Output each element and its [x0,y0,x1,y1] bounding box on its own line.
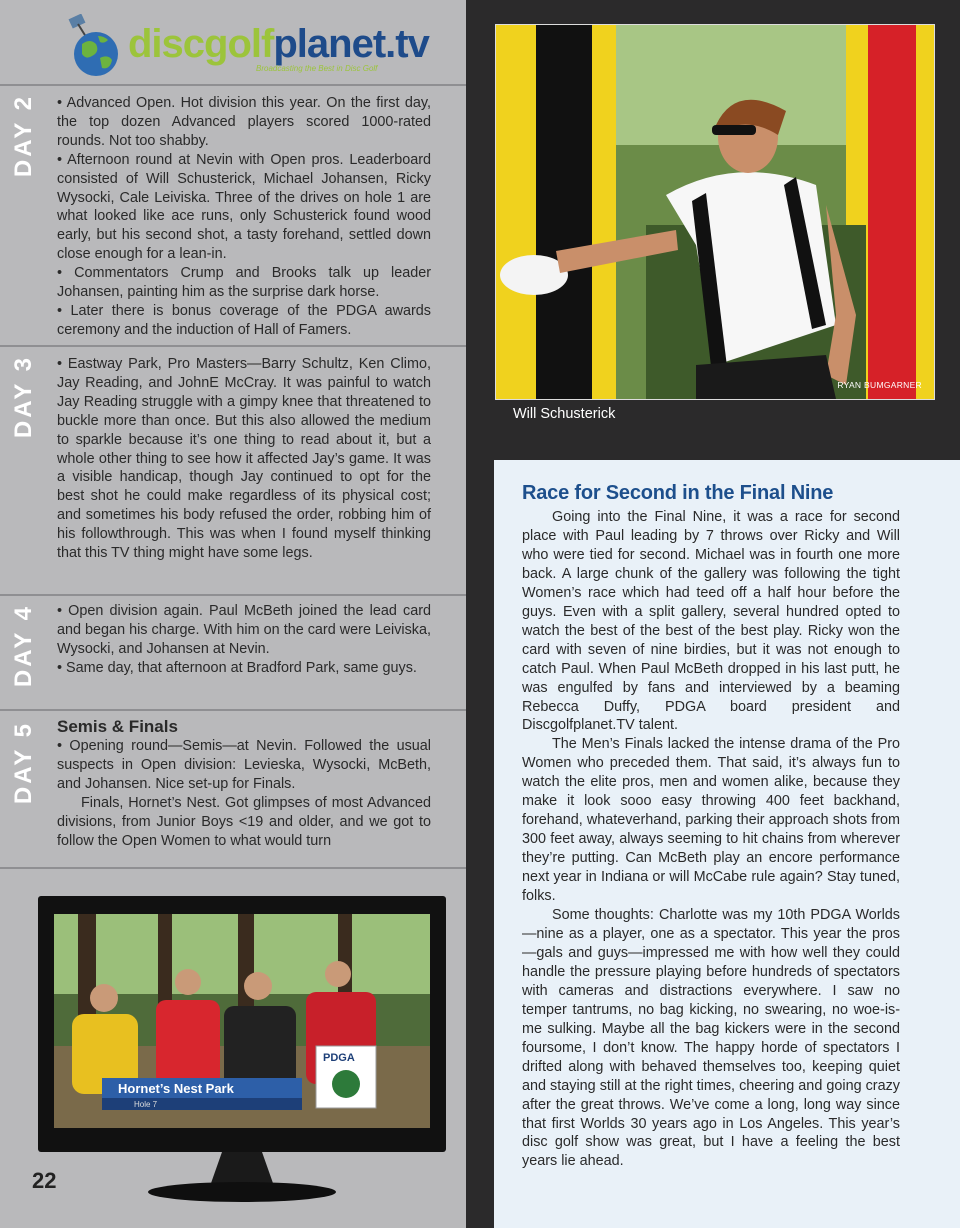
day-5-label: DAY 5 [10,721,37,805]
day-4-text: • Open division again. Paul McBeth joined the lead card and began his charge. With him on the card were Leiviska, Wysocki, and Johansen at Nevin. • Same day, that afternoon at Bradford Park, same guys. [57,603,431,676]
semis-heading: Semis & Finals [57,717,178,736]
article-paragraph: Some thoughts: Charlotte was my 10th PDGA Worlds—nine as a player, one as a spectator. This year the pros—gals and guys—impressed me with how well they could handle the pressure playing before hundreds of spectators with cameras and distractions everywhere. I saw no temper tantrums, no bag kicking, no swearing, no woe-is-me sulking. Maybe all the bag kickers were in the second foursome, I don’t know. The happy horde of spectators I drifted along with behaved themselves too, keeping quiet and staying still at the right times, cheering and going crazy after the great throws. We’ve come a long, long way since that first Worlds 30 years ago in Los Angeles. This year’s disc golf show was great, but I have a feeling the best years lie ahead. [522,907,900,1170]
tv-monitor-image [38,896,446,1202]
tv-lower-third-sub: Hole 7 [134,1100,158,1109]
will-schusterick-photo [495,24,935,400]
logo-wordmark: discgolfplanet.tv [128,22,429,66]
day-3-text: • Eastway Park, Pro Masters—Barry Schultz, Ken Climo, Jay Reading, and JohnE McCray. It was painful to watch Jay Reading struggle with a gimpy knee that threatened to buckle more than once. But this also allowed the medium to sparkle because it’s one thing to read about it, but a whole other thing to see how it affected Jay’s game. It was a visible handicap, though Jay continued to opt for the best shot he could make regardless of its physical cost; and sometimes his body refused the order, robbing him of his followthrough. This was when I found myself thinking that this TV thing might have some legs. [57,356,431,562]
day-5-text: Semis & Finals • Opening round—Semis—at Nevin. Followed the usual suspects in Open division: Levieska, Wysocki, McBeth, and Johansen. Nice set-up for Finals. Finals, Hornet’s Nest. Got glimpses of most Advanced divisions, from Junior Boys <19 and older, and we got to follow the Open Women to what would turn [57,717,431,849]
photo-credit: RYAN BUMGARNER [837,380,922,390]
day-5-section [0,709,466,869]
logo-tagline: Broadcasting the Best in Disc Golf [256,64,378,73]
photo-caption: Will Schusterick [513,406,616,422]
tv-pdga-logo: PDGA [323,1052,355,1064]
article-paragraph: Going into the Final Nine, it was a race for second place with Paul leading by 7 throws over Ricky and Will who were tied for second. Michael was in fourth one more back. A large chunk of the gallery was following the tight Women’s race which had teed off a half hour before the guys. Even with a split gallery, several hundred opted to watch the best of the best of the best play. Ricky won the card with seven of nine birdies, but it was not enough to catch Paul. When Paul McBeth dropped in his last putt, he was engulfed by fans and interviewed by a beaming Rebecca Duffy, PDGA board president and Discgolfplanet.TV talent. [522,509,900,734]
day-2-section [0,84,466,346]
article-box [494,460,960,1228]
article-title: Race for Second in the Final Nine [522,482,834,504]
globe-icon [68,14,124,78]
tv-lower-third-title: Hornet’s Nest Park [118,1081,234,1096]
day-2-text: • Advanced Open. Hot division this year. On the first day, the top dozen Advanced players scored 1000-rated rounds. Not too shabby. • Afternoon round at Nevin with Open pros. Leaderboard consisted of Will Schusterick, Michael Johansen, Ricky Wysocki, Cale Leiviska. Three of the drives on hole 1 are what looked like ace runs, only Schusterick found wood early, but his second shot, a tasty forehand, settled down close enough for a lean-in. • Commentators Crump and Brooks talk up leader Johansen, painting him as the surprise dark horse. • Later there is bonus coverage of the PDGA awards ceremony and the induction of Hall of Famers. [57,95,431,338]
day-4-section [0,594,466,710]
article-paragraph: The Men’s Finals lacked the intense drama of the Pro Women who preceded them. That said, it’s always fun to watch the elite pros, men and women alike, because they make it look sooo easy throwing 400 feet backhand, forehand, whateverhand, parking their approach shots from 300 feet away, always seeming to hit chains from wherever they’re putting. Can McBeth play an encore performance next year in Indiana or will McCabe rule again? Stay tuned, folks. [522,736,900,905]
day-3-section [0,345,466,595]
left-column [0,0,466,1228]
article-body [522,508,900,1171]
day-2-label: DAY 2 [10,94,37,178]
discgolfplanet-logo [68,14,458,84]
page-number: 22 [32,1168,57,1193]
day-3-label: DAY 3 [10,355,37,439]
day-4-label: DAY 4 [10,604,37,688]
